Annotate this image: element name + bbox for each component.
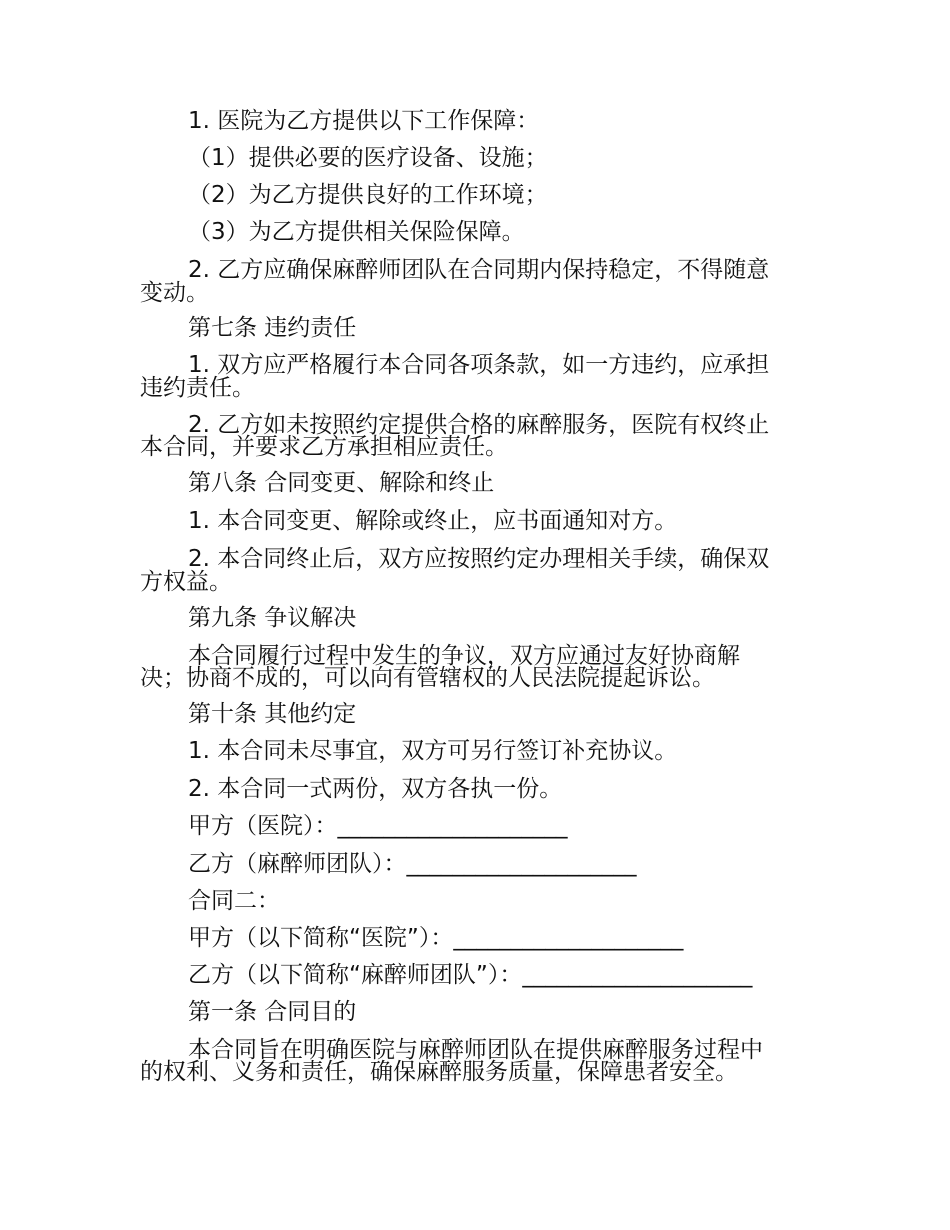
clause-nine-body-cont: 决；协商不成的，可以向有管辖权的人民法院提起诉讼。 (140, 665, 715, 691)
contract-two-heading: 合同二： (188, 888, 280, 914)
clause-six-subitem-3: （3）为乙方提供相关保险保障。 (188, 219, 525, 245)
clause-ten-heading: 第十条 其他约定 (188, 701, 357, 727)
contract-two-clause-one-body: 本合同旨在明确医院与麻醉师团队在提供麻醉服务过程中 (188, 1037, 763, 1063)
clause-seven-item-2: 2. 乙方如未按照约定提供合格的麻醉服务，医院有权终止 (188, 412, 770, 438)
contract-two-party-b: 乙方（以下简称“麻醉师团队”）：____________________ (188, 962, 753, 988)
clause-eight-heading: 第八条 合同变更、解除和终止 (188, 470, 495, 496)
clause-nine-body: 本合同履行过程中发生的争议，双方应通过友好协商解 (188, 643, 740, 669)
clause-six-subitem-2: （2）为乙方提供良好的工作环境； (188, 182, 548, 208)
clause-six-item-2-cont: 变动。 (140, 280, 209, 306)
clause-six-item-2: 2. 乙方应确保麻醉师团队在合同期内保持稳定，不得随意 (188, 257, 770, 283)
clause-seven-item-1-cont: 违约责任。 (140, 375, 255, 401)
clause-seven-heading: 第七条 违约责任 (188, 315, 357, 341)
party-a-signature-line: 甲方（医院）：____________________ (188, 813, 568, 839)
clause-ten-item-2: 2. 本合同一式两份，双方各执一份。 (188, 776, 563, 802)
contract-two-clause-one-body-cont: 的权利、义务和责任，确保麻醉服务质量，保障患者安全。 (140, 1059, 738, 1085)
contract-two-clause-one-heading: 第一条 合同目的 (188, 999, 357, 1025)
clause-ten-item-1: 1. 本合同未尽事宜，双方可另行签订补充协议。 (188, 738, 678, 764)
clause-six-subitem-1: （1）提供必要的医疗设备、设施； (188, 145, 548, 171)
clause-nine-heading: 第九条 争议解决 (188, 605, 357, 631)
clause-six-item-1: 1. 医院为乙方提供以下工作保障： (188, 108, 540, 134)
clause-seven-item-1: 1. 双方应严格履行本合同各项条款，如一方违约，应承担 (188, 352, 770, 378)
party-b-signature-line: 乙方（麻醉师团队）：____________________ (188, 851, 637, 877)
clause-eight-item-2-cont: 方权益。 (140, 569, 232, 595)
clause-eight-item-2: 2. 本合同终止后，双方应按照约定办理相关手续，确保双 (188, 546, 770, 572)
clause-seven-item-2-cont: 本合同，并要求乙方承担相应责任。 (140, 434, 508, 460)
contract-two-party-a: 甲方（以下简称“医院”）：____________________ (188, 925, 684, 951)
clause-eight-item-1: 1. 本合同变更、解除或终止，应书面通知对方。 (188, 508, 678, 534)
